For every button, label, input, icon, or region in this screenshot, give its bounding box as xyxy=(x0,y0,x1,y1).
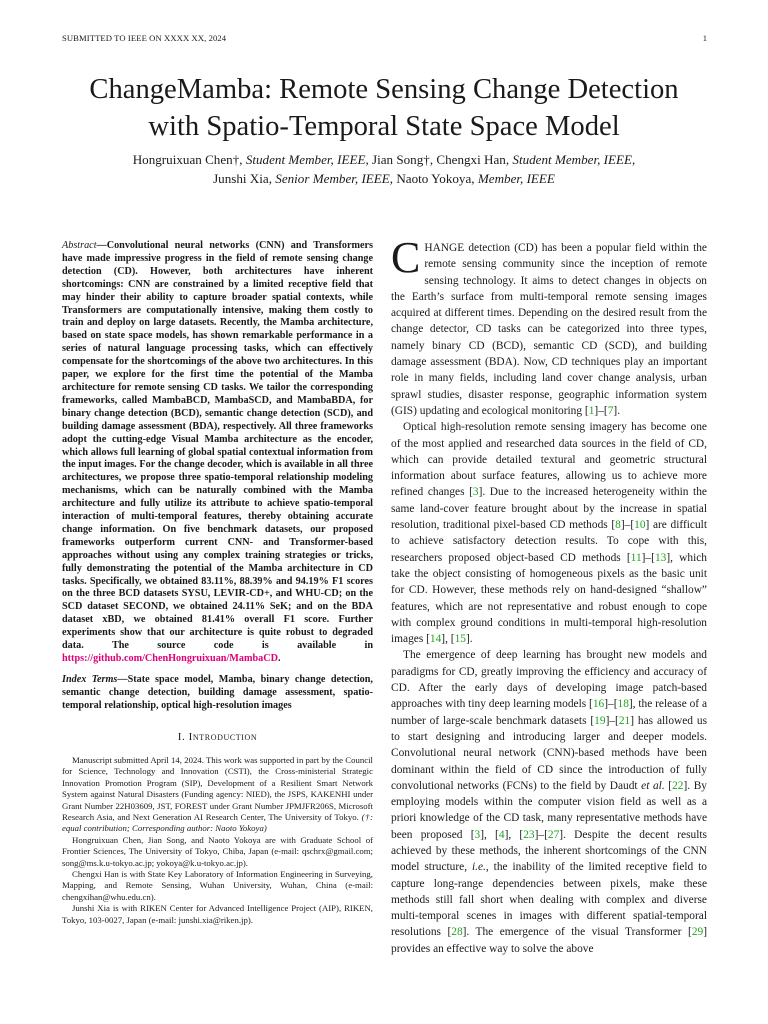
paragraph xyxy=(391,233,707,419)
index-terms xyxy=(62,674,373,713)
citation-link[interactable]: 15 xyxy=(454,633,466,646)
paragraph-text: ] has allowed us to start designing and introducing larger and deeper models. Convolutional neural network (CNN)-based methods have been dominant within the field of CD since the introduction of fully convolutional networks (FCNs) to the field by Daudt xyxy=(391,714,707,792)
paragraph-text: ]. The emergence of the visual Transformer [ xyxy=(462,926,692,939)
paragraph-text: ]–[ xyxy=(641,551,655,564)
paragraph-text: ]–[ xyxy=(620,519,635,532)
paper-title xyxy=(40,71,728,145)
author-text: Junshi Xia, xyxy=(213,171,276,186)
index-terms-label: Index Terms xyxy=(62,674,118,685)
citation-link[interactable]: 13 xyxy=(654,551,667,564)
paragraph-text: ] provides an effective way to solve the above xyxy=(391,926,707,955)
author-text: Jian Song†, Chengxi Han, xyxy=(368,152,513,167)
paragraph-text: ]. By employing models within the computer vision field as well as a priori knowledge of the CD task, many representative methods have been proposed [ xyxy=(391,779,708,841)
footnote-affiliation: Hongruixuan Chen, Jian Song, and Naoto Yokoya are with Graduate School of Frontier Sciences, The University of Tokyo, Chiba, Japan (e-mail: qschrx@gmail.com; song@ms.k.u-tokyo.ac.jp; yokoya@k.u-tokyo.ac.jp). xyxy=(62,834,373,868)
citation-link[interactable]: 18 xyxy=(617,698,629,711)
section-title: Introduction xyxy=(188,731,258,743)
paragraph-text: ], [ xyxy=(441,633,455,646)
author-affiliation: Student Member, IEEE, xyxy=(245,152,369,167)
footnote-text: Manuscript submitted April 14, 2024. This work was supported in part by the Council for Science, Technology and Innovation (CSTI), the Cross-ministerial Strategic Innovation Promotion Program (SIP), Development of a Resilient Smart Network System against Natural Disasters (Funding agency: NIED), the JSPS, KAKENHI under Grant Number 22H03609, JST, FOREST under Grant Number JPMJFR206S, Microsoft Research Asia, and Next Generation AI Research Center, The University of Tokyo. xyxy=(62,755,373,823)
abstract xyxy=(62,240,373,666)
citation-link[interactable]: 8 xyxy=(615,519,621,532)
author-line-1 xyxy=(40,150,728,169)
citation-link[interactable]: 19 xyxy=(594,714,606,727)
paragraph-text: ], [ xyxy=(504,828,524,841)
page-number: 1 xyxy=(702,33,707,43)
abstract-text: —Convolutional neural networks (CNN) and Transformers have made impressive progress in the field of remote sensing change detection (CD). However, both architectures have inherent shortcomings: CNN are constrained by a limited receptive field that may hinder their ability to capture broader spatial contexts, while Transformers are computationally intensive, making them costly to train and deploy on large datasets. Recently, the Mamba architecture, based on state space models, has shown remarkable performance in a series of natural language processing tasks, which can effectively compensate for the shortcomings of the above two architectures. In this paper, we explore for the first time the potential of the Mamba architecture for remote sensing CD tasks. We tailor the corresponding frameworks, called MambaBCD, MambaSCD, and MambaBDA, for binary change detection (BCD), semantic change detection (SCD), and building damage assessment (BDA), respectively. All three frameworks adopt the cutting-edge Visual Mamba architecture as the encoder, which allows full learning of global spatial contextual information from the input images. For the change decoder, which is available in all three architectures, we propose three spatio-temporal relationship modeling mechanisms, which can be naturally combined with the Mamba architecture and fully utilize its attribute to achieve spatio-temporal interaction of multi-temporal features, thereby obtaining accurate change information. On five benchmark datasets, our proposed frameworks outperform current CNN- and Transformer-based approaches without using any complex training strategies or tricks, fully demonstrating the potential of the Mamba architecture in CD tasks. Specifically, we obtained 83.11%, 88.39% and 94.19% F1 scores on the three BCD datasets SYSU, LEVIR-CD+, and WHU-CD; on the SCD dataset SECOND, we obtained 24.11% SeK; and on the BDA dataset xBD, we obtained 81.41% overall F1 score. Further experiments show that our architecture is quite robust to degraded data. The source code is available in xyxy=(62,240,373,652)
abstract-label: Abstract xyxy=(62,240,97,251)
citation-link[interactable]: 7 xyxy=(607,404,614,417)
footnote-equal-contribution: (†: equal contribution; Corresponding author: Naoto Yokoya) xyxy=(62,812,373,834)
paragraph-text: ]. xyxy=(613,404,621,417)
author-affiliation: Senior Member, IEEE, xyxy=(275,171,394,186)
title-line-1: ChangeMamba: Remote Sensing Change Detection xyxy=(89,74,679,105)
citation-link[interactable]: 3 xyxy=(474,828,481,841)
citation-link[interactable]: 29 xyxy=(691,926,704,939)
citation-link[interactable]: 22 xyxy=(672,779,684,792)
citation-link[interactable]: 14 xyxy=(429,633,442,646)
citation-link[interactable]: 4 xyxy=(498,828,505,841)
paragraph-text: [ xyxy=(664,779,673,792)
paragraph-text: HANGE detection (CD) has been a popular field within the remote sensing community since the inception of remote sensing technology. It aims to detect changes in objects on the Earth’s surface from multi-temporal remote sensing images acquired at different times. Depending on the desired result from the change detector, CD tasks can be categorized into three types, namely binary CD (BCD), semantic CD (SCD), and building damage assessment (BDA). Now, CD techniques play an important role in many fields, including land cover change analysis, urban sprawl studies, disaster response, geographic information system (GIS) updating and ecological monitoring [ xyxy=(391,242,707,417)
paragraph-text: The emergence of deep learning has brought new models and paradigms for CD, greatly improving the efficiency and accuracy of CD. After the early days of developing image patch-based approaches with tiny deep learning models [ xyxy=(391,649,707,711)
paragraph-text: i.e. xyxy=(471,861,486,874)
author-list xyxy=(40,150,728,188)
abstract-end: . xyxy=(277,653,281,664)
author-line-2 xyxy=(40,169,728,188)
source-code-link[interactable]: https://github.com/ChenHongruixuan/MambaCD xyxy=(62,653,278,664)
paragraph xyxy=(391,419,707,647)
section-number: I. xyxy=(177,731,189,743)
citation-link[interactable]: 16 xyxy=(592,698,605,711)
running-header: SUBMITTED TO IEEE ON XXXX XX, 2024 xyxy=(62,33,227,43)
citation-link[interactable]: 1 xyxy=(588,404,595,417)
citation-link[interactable]: 28 xyxy=(451,926,463,939)
footnotes xyxy=(62,755,373,926)
citation-link[interactable]: 10 xyxy=(634,519,646,532)
citation-link[interactable]: 3 xyxy=(472,486,479,499)
paragraph-text: ]. Due to the increased heterogeneity within the same land-cover feature brought about by the increase in spatial resolution, traditional pixel-based CD methods [ xyxy=(391,486,707,532)
paragraph-text: ]–[ xyxy=(604,698,618,711)
introduction-body xyxy=(391,233,708,957)
citation-link[interactable]: 23 xyxy=(523,828,535,841)
paragraph-text: , the inability of the limited receptive field to capture long-range dependencies between pixels, make these methods still fall short when dealing with complex and diverse multi-temporal scenes in images with different spatial-temporal resolutions [ xyxy=(391,861,707,939)
paragraph-text: ], [ xyxy=(480,828,499,841)
citation-link[interactable]: 21 xyxy=(618,714,631,727)
title-line-2: with Spatio-Temporal State Space Model xyxy=(148,111,620,142)
footnote-funding xyxy=(62,755,373,835)
paragraph-text: ]–[ xyxy=(534,828,548,841)
paragraph-text: Optical high-resolution remote sensing imagery has become one of the most applied and researched data sources in the field of CD, which can provide detailed textural and geometric structural information about surface features, allowing us to achieve more refined changes [ xyxy=(391,421,707,499)
citation-link[interactable]: 27 xyxy=(547,828,560,841)
paragraph-text: ] are difficult to achieve satisfactory detection results. To cope with this, researchers proposed object-based CD methods [ xyxy=(391,519,707,564)
paragraph-text: ]–[ xyxy=(605,714,619,727)
paragraph-text: et al. xyxy=(641,779,665,792)
paragraph xyxy=(391,647,707,957)
footnote-affiliation: Chengxi Han is with State Key Laboratory of Information Engineering in Surveying, Mapping, and Remote Sensing, Wuhan University, Wuhan, China (e-mail: chengxihan@whu.edu.cn). xyxy=(62,869,373,902)
paragraph-text: ]. xyxy=(465,633,473,646)
index-terms-text: —State space model, Mamba, binary change detection, semantic change detection, building damage assessment, spatio-temporal relationship, optical high-resolution images xyxy=(62,674,373,711)
paragraph-text: ], which take the object consisting of homogeneous pixels as the basic unit for CD. However, these methods rely on hand-designed “shallow” features, which are not representative and robust enough to cope with complex ground conditions in multi-temporal high-resolution images [ xyxy=(391,551,707,646)
section-heading xyxy=(62,731,373,743)
citation-link[interactable]: 11 xyxy=(630,551,642,564)
author-text: Naoto Yokoya, xyxy=(393,171,478,186)
author-affiliation: Student Member, IEEE, xyxy=(512,152,636,167)
drop-cap: C xyxy=(391,233,421,282)
footnote-affiliation: Junshi Xia is with RIKEN Center for Advanced Intelligence Project (AIP), RIKEN, Tokyo, 103-0027, Japan (e-mail: junshi.xia@riken.jp). xyxy=(62,903,373,925)
author-text: Hongruixuan Chen†, xyxy=(132,152,246,167)
paragraph-text: ], the release of a number of large-scale benchmark datasets [ xyxy=(391,698,707,727)
paragraph-text: ]–[ xyxy=(594,404,608,417)
paragraph-text: ]. Despite the decent results achieved by these methods, the inherent shortcomings of the CNN model structure, xyxy=(391,828,707,874)
author-affiliation: Member, IEEE xyxy=(477,171,555,186)
